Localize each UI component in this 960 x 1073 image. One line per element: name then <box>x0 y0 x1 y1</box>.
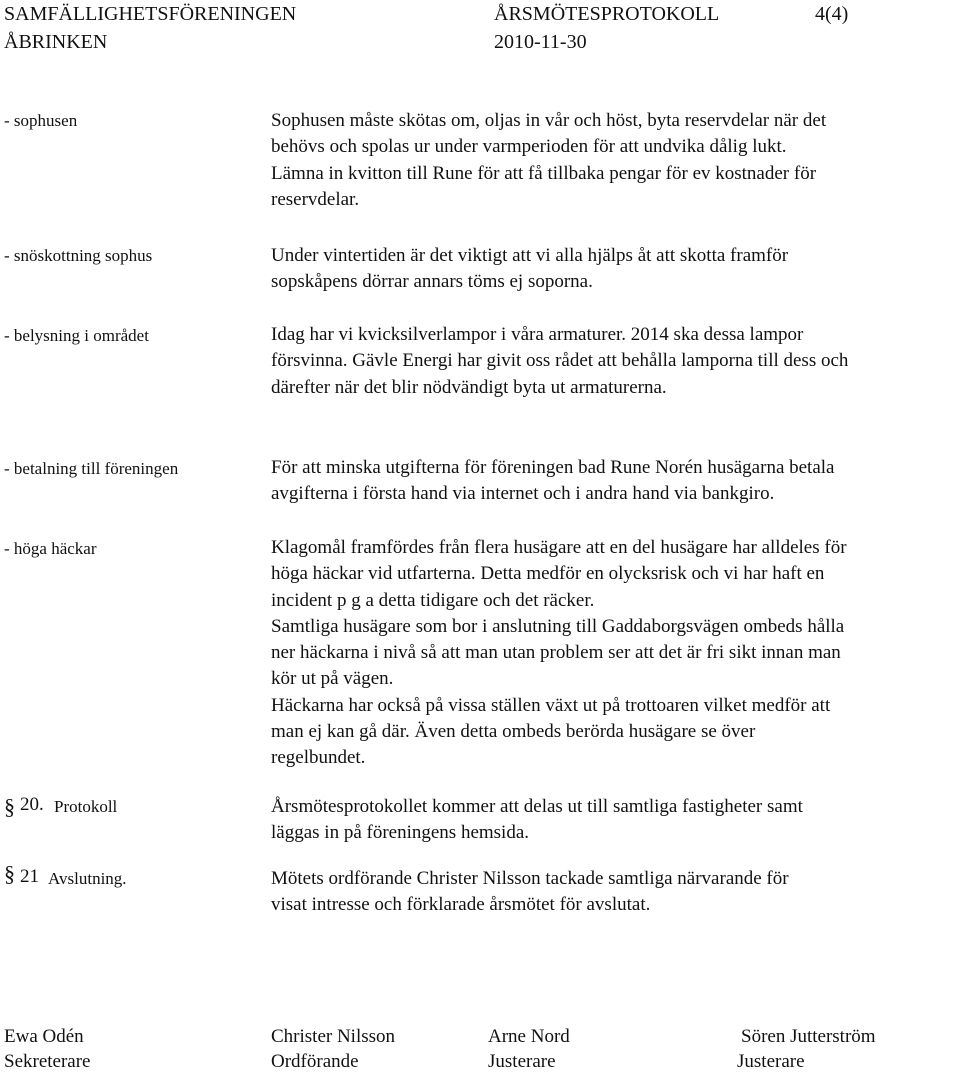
document-title: ÅRSMÖTESPROTOKOLL <box>494 3 720 25</box>
text-line: Mötets ordförande Christer Nilsson tackade samtliga närvarande för <box>271 868 789 889</box>
text-line: Årsmötesprotokollet kommer att delas ut till samtliga fastigheter samt <box>271 796 803 817</box>
text-line: ner häckarna i nivå så att man utan problem ser att det är fri sikt innan man <box>271 642 841 664</box>
item-text <box>271 108 960 213</box>
signatory-role: Justerare <box>737 1051 805 1072</box>
item-text <box>271 455 960 508</box>
text-line: Sophusen måste skötas om, oljas in vår och höst, byta reservdelar när det <box>271 110 827 131</box>
section-heading <box>4 861 15 887</box>
document-date: 2010-11-30 <box>494 31 587 53</box>
signatory-role: Justerare <box>488 1051 556 1072</box>
item-label: - sophusen <box>4 111 78 130</box>
text-line: Under vintertiden är det viktigt att vi alla hjälps åt att skotta framför <box>271 245 789 266</box>
signatory-role: Sekreterare <box>4 1051 91 1072</box>
text-line: regelbundet. <box>271 747 366 769</box>
text-line: höga häckar vid utfarterna. Detta medför en olycksrisk och vi har haft en <box>271 563 825 585</box>
text-line: läggas in på föreningens hemsida. <box>271 822 530 844</box>
text-line: Klagomål framfördes från flera husägare att en del husägare har alldeles för <box>271 537 847 558</box>
item-label: - höga häckar <box>4 539 97 558</box>
section-mark: § <box>4 861 15 886</box>
signatory-name: Arne Nord <box>488 1026 570 1047</box>
item-text <box>271 243 960 296</box>
section-mark: § <box>4 794 15 819</box>
item-label: - snöskottning sophus <box>4 246 153 265</box>
section-title: Avslutning. <box>48 869 127 888</box>
section-number: 21 <box>20 866 39 887</box>
text-line: Lämna in kvitton till Rune för att få tillbaka pengar för ev kostnader för <box>271 162 817 184</box>
text-line: behövs och spolas ur under varmperioden för att undvika dålig lukt. <box>271 136 787 158</box>
text-line: därefter när det blir nödvändigt byta ut armaturerna. <box>271 376 667 398</box>
section-number: 20. <box>20 794 44 815</box>
text-line: För att minska utgifterna för föreningen bad Rune Norén husägarna betala <box>271 457 835 478</box>
section-text <box>271 794 960 847</box>
item-text <box>271 322 960 401</box>
area-name: ÅBRINKEN <box>4 31 108 53</box>
text-line: avgifterna i första hand via internet och i andra hand via bankgiro. <box>271 483 775 505</box>
signatory-role: Ordförande <box>271 1051 359 1072</box>
signatory-name: Sören Jutterström <box>741 1026 876 1047</box>
text-line: man ej kan gå där. Även detta ombeds berörda husägare se över <box>271 721 756 743</box>
text-line: Samtliga husägare som bor i anslutning till Gaddaborgsvägen ombeds hålla <box>271 615 845 637</box>
text-line: sopskåpens dörrar annars töms ej soporna. <box>271 271 593 293</box>
text-line: incident p g a detta tidigare och det räcker. <box>271 589 595 611</box>
text-line: försvinna. Gävle Energi har givit oss rådet att behålla lamporna till dess och <box>271 350 849 372</box>
section-title: Protokoll <box>54 797 118 816</box>
section-text <box>271 866 960 919</box>
text-line: kör ut på vägen. <box>271 668 394 690</box>
text-line: reservdelar. <box>271 188 360 210</box>
item-label: - belysning i området <box>4 326 149 345</box>
signatory-name: Christer Nilsson <box>271 1026 396 1047</box>
text-line: Häckarna har också på vissa ställen växt ut på trottoaren vilket medför att <box>271 694 831 716</box>
text-line: visat intresse och förklarade årsmötet för avslutat. <box>271 894 651 916</box>
org-name: SAMFÄLLIGHETSFÖRENINGEN <box>4 3 297 25</box>
signatory-name: Ewa Odén <box>4 1026 84 1047</box>
text-line: Idag har vi kvicksilverlampor i våra armaturer. 2014 ska dessa lampor <box>271 324 804 345</box>
page-number: 4(4) <box>815 3 849 25</box>
item-text <box>271 535 960 772</box>
section-heading <box>4 794 15 820</box>
item-label: - betalning till föreningen <box>4 459 179 478</box>
